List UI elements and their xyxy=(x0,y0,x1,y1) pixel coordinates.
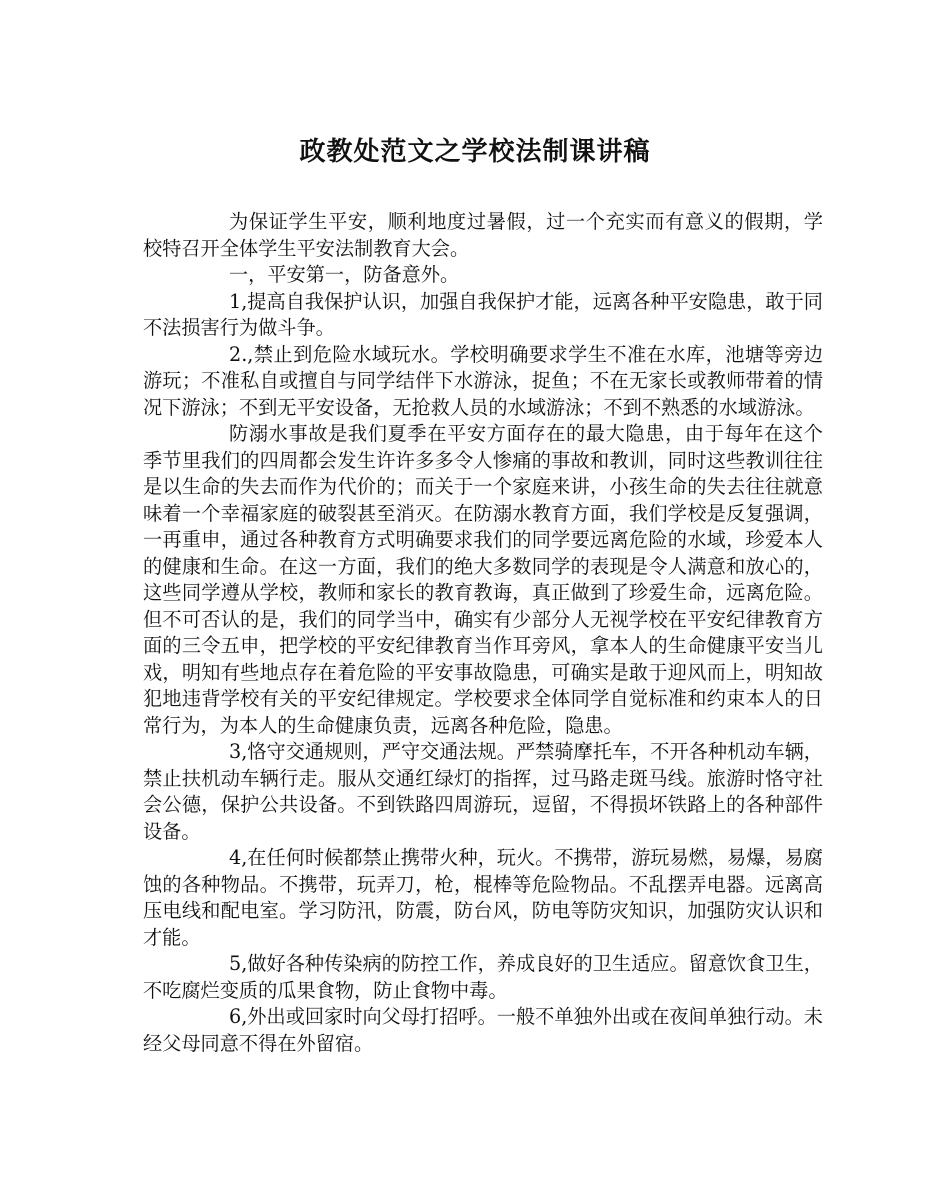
section-heading: 一，平安第一，防备意外。 xyxy=(229,263,460,286)
item-6-paragraph: 6,外出或回家时向父母打招呼。一般不单独外出或在夜间单独行动。未经父母同意不得在外留宿。 xyxy=(143,1005,823,1055)
item-5-paragraph: 5,做好各种传染病的防控工作，养成良好的卫生适应。留意饮食卫生，不吃腐烂变质的瓜果食物，防止食物中毒。 xyxy=(143,952,823,1002)
document-title: 政教处范文之学校法制课讲稿 xyxy=(299,137,651,167)
item-1-paragraph: 1,提高自我保护认识，加强自我保护才能，远离各种平安隐患，敢于同不法损害行为做斗争。 xyxy=(143,289,823,339)
item-3-paragraph: 3,恪守交通规则，严守交通法规。严禁骑摩托车，不开各种机动车辆，禁止扶机动车辆行走。服从交通红绿灯的指挥，过马路走斑马线。旅游时恪守社会公德，保护公共设备。不到铁路四周游玩，逗留，不得损坏铁路上的各种部件设备。 xyxy=(143,740,823,843)
item-4-paragraph: 4,在任何时候都禁止携带火种，玩火。不携带，游玩易燃，易爆，易腐蚀的各种物品。不携带，玩弄刀，枪，棍棒等危险物品。不乱摆弄电器。远离高压电线和配电室。学习防汛，防震，防台风，防电等防灾知识，加强防灾认识和才能。 xyxy=(143,846,823,949)
intro-paragraph: 为保证学生平安，顺利地度过暑假，过一个充实而有意义的假期，学校特召开全体学生平安法制教育大会。 xyxy=(143,210,823,260)
item-2-paragraph: 2.,禁止到危险水域玩水。学校明确要求学生不准在水库，池塘等旁边游玩；不准私自或擅自与同学结伴下水游泳，捉鱼；不在无家长或教师带着的情况下游泳；不到无平安设备，无抢救人员的水域游泳；不到不熟悉的水域游泳。 xyxy=(143,342,823,419)
document-body xyxy=(143,209,823,1057)
drowning-paragraph: 防溺水事故是我们夏季在平安方面存在的最大隐患，由于每年在这个季节里我们的四周都会发生许许多多令人惨痛的事故和教训，同时这些教训往往是以生命的失去而作为代价的；而关于一个家庭来讲，小孩生命的失去往往就意味着一个幸福家庭的破裂甚至消灭。在防溺水教育方面，我们学校是反复强调，一再重申，通过各种教育方式明确要求我们的同学要远离危险的水域，珍爱本人的健康和生命。在这一方面，我们的绝大多数同学的表现是令人满意和放心的，这些同学遵从学校，教师和家长的教育教诲，真正做到了珍爱生命，远离危险。但不可否认的是，我们的同学当中，确实有少部分人无视学校在平安纪律教育方面的三令五申，把学校的平安纪律教育当作耳旁风，拿本人的生命健康平安当儿戏，明知有些地点存在着危险的平安事故隐患，可确实是敢于迎风而上，明知故犯地违背学校有关的平安纪律规定。学校要求全体同学自觉标准和约束本人的日常行为，为本人的生命健康负责，远离各种危险，隐患。 xyxy=(143,422,823,737)
